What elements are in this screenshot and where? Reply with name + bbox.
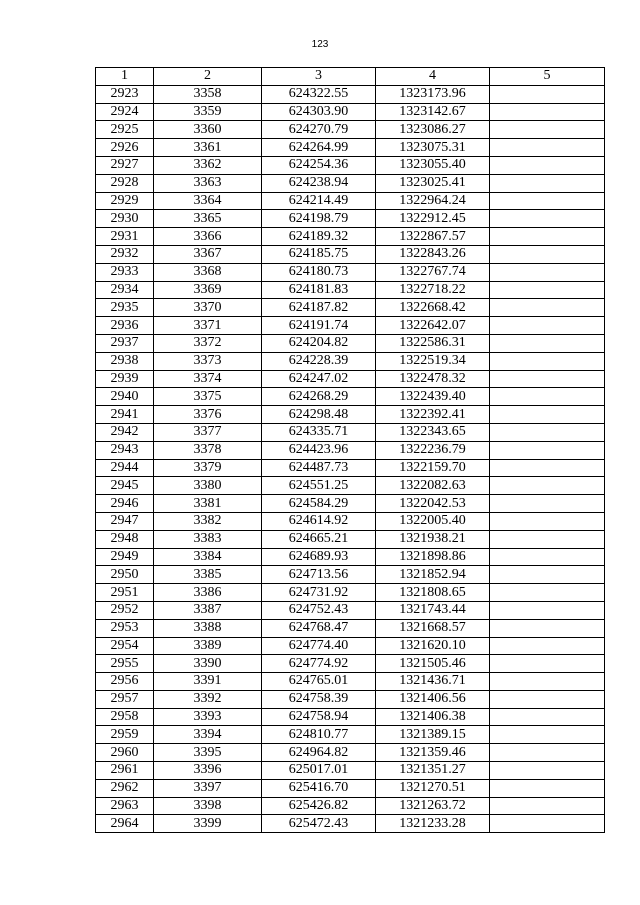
column-header-2: 2 bbox=[154, 68, 262, 86]
table-cell-col-2: 3385 bbox=[154, 566, 262, 584]
table-cell-col-5 bbox=[490, 655, 605, 673]
coordinates-table bbox=[95, 67, 605, 833]
table-cell-col-1: 2954 bbox=[96, 637, 154, 655]
table-cell-col-3: 624335.71 bbox=[262, 423, 376, 441]
table-cell-col-3: 624765.01 bbox=[262, 673, 376, 691]
table-cell-col-2: 3397 bbox=[154, 779, 262, 797]
table-cell-col-3: 624551.25 bbox=[262, 477, 376, 495]
table-cell-col-3: 624752.43 bbox=[262, 601, 376, 619]
table-cell-col-1: 2941 bbox=[96, 406, 154, 424]
column-header-4: 4 bbox=[376, 68, 490, 86]
table-row bbox=[96, 334, 605, 352]
table-cell-col-3: 624238.94 bbox=[262, 174, 376, 192]
table-cell-col-1: 2959 bbox=[96, 726, 154, 744]
table-cell-col-5 bbox=[490, 370, 605, 388]
table-cell-col-2: 3363 bbox=[154, 174, 262, 192]
table-cell-col-4: 1322767.74 bbox=[376, 263, 490, 281]
table-cell-col-5 bbox=[490, 637, 605, 655]
table-cell-col-2: 3387 bbox=[154, 601, 262, 619]
table-cell-col-2: 3359 bbox=[154, 103, 262, 121]
table-header-row bbox=[96, 68, 605, 86]
table-cell-col-2: 3372 bbox=[154, 334, 262, 352]
table-row bbox=[96, 352, 605, 370]
table-cell-col-2: 3383 bbox=[154, 530, 262, 548]
table-cell-col-4: 1322586.31 bbox=[376, 334, 490, 352]
table-cell-col-1: 2947 bbox=[96, 512, 154, 530]
table-cell-col-5 bbox=[490, 584, 605, 602]
table-cell-col-1: 2933 bbox=[96, 263, 154, 281]
table-cell-col-1: 2938 bbox=[96, 352, 154, 370]
table-cell-col-1: 2927 bbox=[96, 156, 154, 174]
table-cell-col-4: 1321852.94 bbox=[376, 566, 490, 584]
table-cell-col-1: 2956 bbox=[96, 673, 154, 691]
table-cell-col-5 bbox=[490, 423, 605, 441]
table-row bbox=[96, 263, 605, 281]
table-cell-col-2: 3378 bbox=[154, 441, 262, 459]
table-cell-col-1: 2952 bbox=[96, 601, 154, 619]
table-cell-col-3: 625416.70 bbox=[262, 779, 376, 797]
table-cell-col-4: 1323055.40 bbox=[376, 156, 490, 174]
table-cell-col-2: 3360 bbox=[154, 121, 262, 139]
table-row bbox=[96, 530, 605, 548]
table-cell-col-3: 624768.47 bbox=[262, 619, 376, 637]
table-cell-col-2: 3358 bbox=[154, 85, 262, 103]
table-cell-col-5 bbox=[490, 263, 605, 281]
table-cell-col-1: 2925 bbox=[96, 121, 154, 139]
table-cell-col-4: 1323025.41 bbox=[376, 174, 490, 192]
table-cell-col-4: 1321808.65 bbox=[376, 584, 490, 602]
table-cell-col-4: 1322042.53 bbox=[376, 495, 490, 513]
table-cell-col-1: 2960 bbox=[96, 744, 154, 762]
table-cell-col-1: 2934 bbox=[96, 281, 154, 299]
table-row bbox=[96, 797, 605, 815]
table-cell-col-4: 1321898.86 bbox=[376, 548, 490, 566]
table-row bbox=[96, 459, 605, 477]
table-row bbox=[96, 619, 605, 637]
column-header-5: 5 bbox=[490, 68, 605, 86]
table-cell-col-1: 2951 bbox=[96, 584, 154, 602]
table-cell-col-1: 2926 bbox=[96, 139, 154, 157]
table-row bbox=[96, 726, 605, 744]
table-cell-col-5 bbox=[490, 708, 605, 726]
table-cell-col-3: 624614.92 bbox=[262, 512, 376, 530]
table-cell-col-4: 1322082.63 bbox=[376, 477, 490, 495]
table-cell-col-2: 3375 bbox=[154, 388, 262, 406]
table-cell-col-3: 624713.56 bbox=[262, 566, 376, 584]
table-cell-col-1: 2940 bbox=[96, 388, 154, 406]
table-cell-col-3: 624247.02 bbox=[262, 370, 376, 388]
table-cell-col-2: 3366 bbox=[154, 228, 262, 246]
table-cell-col-4: 1322843.26 bbox=[376, 245, 490, 263]
table-cell-col-5 bbox=[490, 103, 605, 121]
table-cell-col-2: 3365 bbox=[154, 210, 262, 228]
table-cell-col-1: 2950 bbox=[96, 566, 154, 584]
table-cell-col-4: 1322343.65 bbox=[376, 423, 490, 441]
table-row bbox=[96, 512, 605, 530]
table-cell-col-5 bbox=[490, 441, 605, 459]
table-cell-col-4: 1321263.72 bbox=[376, 797, 490, 815]
table-cell-col-5 bbox=[490, 85, 605, 103]
table-cell-col-4: 1322642.07 bbox=[376, 317, 490, 335]
table-cell-col-1: 2955 bbox=[96, 655, 154, 673]
table-cell-col-1: 2945 bbox=[96, 477, 154, 495]
table-row bbox=[96, 103, 605, 121]
table-cell-col-4: 1321270.51 bbox=[376, 779, 490, 797]
table-cell-col-3: 624264.99 bbox=[262, 139, 376, 157]
table-cell-col-5 bbox=[490, 797, 605, 815]
table-cell-col-5 bbox=[490, 619, 605, 637]
table-row bbox=[96, 637, 605, 655]
table-cell-col-3: 624810.77 bbox=[262, 726, 376, 744]
table-cell-col-1: 2929 bbox=[96, 192, 154, 210]
table-cell-col-5 bbox=[490, 566, 605, 584]
table-cell-col-1: 2936 bbox=[96, 317, 154, 335]
table-cell-col-4: 1321436.71 bbox=[376, 673, 490, 691]
table-row bbox=[96, 370, 605, 388]
table-cell-col-4: 1322519.34 bbox=[376, 352, 490, 370]
table-row bbox=[96, 548, 605, 566]
table-row bbox=[96, 423, 605, 441]
table-row bbox=[96, 121, 605, 139]
table-cell-col-5 bbox=[490, 762, 605, 780]
table-cell-col-2: 3394 bbox=[154, 726, 262, 744]
table-cell-col-4: 1321389.15 bbox=[376, 726, 490, 744]
table-cell-col-2: 3384 bbox=[154, 548, 262, 566]
column-header-3: 3 bbox=[262, 68, 376, 86]
table-cell-col-2: 3380 bbox=[154, 477, 262, 495]
table-cell-col-1: 2939 bbox=[96, 370, 154, 388]
table-cell-col-3: 624228.39 bbox=[262, 352, 376, 370]
table-cell-col-1: 2964 bbox=[96, 815, 154, 833]
table-cell-col-5 bbox=[490, 334, 605, 352]
table-row bbox=[96, 673, 605, 691]
table-cell-col-4: 1322912.45 bbox=[376, 210, 490, 228]
table-cell-col-4: 1321620.10 bbox=[376, 637, 490, 655]
table-cell-col-1: 2928 bbox=[96, 174, 154, 192]
table-body bbox=[96, 85, 605, 832]
table-cell-col-4: 1321359.46 bbox=[376, 744, 490, 762]
table-cell-col-5 bbox=[490, 121, 605, 139]
table-row bbox=[96, 139, 605, 157]
table-cell-col-4: 1322867.57 bbox=[376, 228, 490, 246]
table-cell-col-4: 1323142.67 bbox=[376, 103, 490, 121]
table-cell-col-5 bbox=[490, 210, 605, 228]
table-cell-col-2: 3379 bbox=[154, 459, 262, 477]
table-cell-col-4: 1322964.24 bbox=[376, 192, 490, 210]
table-cell-col-2: 3374 bbox=[154, 370, 262, 388]
table-row bbox=[96, 299, 605, 317]
table-cell-col-1: 2953 bbox=[96, 619, 154, 637]
table-cell-col-3: 624204.82 bbox=[262, 334, 376, 352]
table-row bbox=[96, 708, 605, 726]
table-cell-col-4: 1321505.46 bbox=[376, 655, 490, 673]
table-cell-col-4: 1322439.40 bbox=[376, 388, 490, 406]
table-row bbox=[96, 317, 605, 335]
table-row bbox=[96, 762, 605, 780]
table-cell-col-5 bbox=[490, 744, 605, 762]
table-row bbox=[96, 228, 605, 246]
table-cell-col-2: 3362 bbox=[154, 156, 262, 174]
table-cell-col-2: 3396 bbox=[154, 762, 262, 780]
table-cell-col-1: 2958 bbox=[96, 708, 154, 726]
table-cell-col-5 bbox=[490, 459, 605, 477]
table-cell-col-4: 1321351.27 bbox=[376, 762, 490, 780]
table-cell-col-1: 2932 bbox=[96, 245, 154, 263]
table-cell-col-1: 2963 bbox=[96, 797, 154, 815]
table-cell-col-3: 624423.96 bbox=[262, 441, 376, 459]
table-cell-col-1: 2948 bbox=[96, 530, 154, 548]
table-cell-col-1: 2942 bbox=[96, 423, 154, 441]
table-cell-col-3: 624731.92 bbox=[262, 584, 376, 602]
table-row bbox=[96, 601, 605, 619]
table-cell-col-2: 3370 bbox=[154, 299, 262, 317]
table-cell-col-3: 625472.43 bbox=[262, 815, 376, 833]
table-cell-col-3: 624268.29 bbox=[262, 388, 376, 406]
table-cell-col-2: 3390 bbox=[154, 655, 262, 673]
table-cell-col-5 bbox=[490, 245, 605, 263]
table-cell-col-3: 624191.74 bbox=[262, 317, 376, 335]
table-cell-col-5 bbox=[490, 156, 605, 174]
table-cell-col-1: 2923 bbox=[96, 85, 154, 103]
table-cell-col-2: 3376 bbox=[154, 406, 262, 424]
table-cell-col-2: 3381 bbox=[154, 495, 262, 513]
table-cell-col-5 bbox=[490, 815, 605, 833]
table-cell-col-1: 2935 bbox=[96, 299, 154, 317]
table-cell-col-4: 1323173.96 bbox=[376, 85, 490, 103]
table-cell-col-4: 1322718.22 bbox=[376, 281, 490, 299]
table-cell-col-4: 1322159.70 bbox=[376, 459, 490, 477]
table-cell-col-4: 1322392.41 bbox=[376, 406, 490, 424]
table-cell-col-2: 3388 bbox=[154, 619, 262, 637]
table-cell-col-2: 3386 bbox=[154, 584, 262, 602]
column-header-1: 1 bbox=[96, 68, 154, 86]
table-cell-col-1: 2957 bbox=[96, 690, 154, 708]
table-row bbox=[96, 690, 605, 708]
table-cell-col-5 bbox=[490, 228, 605, 246]
table-cell-col-3: 624198.79 bbox=[262, 210, 376, 228]
table-cell-col-2: 3367 bbox=[154, 245, 262, 263]
table-cell-col-1: 2937 bbox=[96, 334, 154, 352]
table-cell-col-5 bbox=[490, 548, 605, 566]
table-cell-col-3: 624254.36 bbox=[262, 156, 376, 174]
table-cell-col-2: 3398 bbox=[154, 797, 262, 815]
table-cell-col-2: 3382 bbox=[154, 512, 262, 530]
table-cell-col-3: 624187.82 bbox=[262, 299, 376, 317]
table-row bbox=[96, 85, 605, 103]
table-cell-col-2: 3377 bbox=[154, 423, 262, 441]
table-row bbox=[96, 495, 605, 513]
table-cell-col-5 bbox=[490, 352, 605, 370]
table-cell-col-5 bbox=[490, 281, 605, 299]
table-row bbox=[96, 281, 605, 299]
table-row bbox=[96, 655, 605, 673]
table-cell-col-5 bbox=[490, 530, 605, 548]
table-cell-col-5 bbox=[490, 495, 605, 513]
table-cell-col-4: 1322236.79 bbox=[376, 441, 490, 459]
table-cell-col-5 bbox=[490, 139, 605, 157]
table-cell-col-2: 3369 bbox=[154, 281, 262, 299]
table-cell-col-1: 2961 bbox=[96, 762, 154, 780]
table-cell-col-1: 2944 bbox=[96, 459, 154, 477]
table-cell-col-3: 624758.39 bbox=[262, 690, 376, 708]
table-row bbox=[96, 779, 605, 797]
table-cell-col-4: 1321938.21 bbox=[376, 530, 490, 548]
table-cell-col-2: 3361 bbox=[154, 139, 262, 157]
table-cell-col-5 bbox=[490, 317, 605, 335]
table-cell-col-3: 624270.79 bbox=[262, 121, 376, 139]
table-cell-col-1: 2946 bbox=[96, 495, 154, 513]
table-cell-col-5 bbox=[490, 477, 605, 495]
table-cell-col-4: 1321233.28 bbox=[376, 815, 490, 833]
table-cell-col-5 bbox=[490, 174, 605, 192]
table-cell-col-3: 624322.55 bbox=[262, 85, 376, 103]
table-cell-col-4: 1321743.44 bbox=[376, 601, 490, 619]
table-cell-col-5 bbox=[490, 690, 605, 708]
table-cell-col-5 bbox=[490, 299, 605, 317]
table-row bbox=[96, 584, 605, 602]
table-cell-col-3: 624487.73 bbox=[262, 459, 376, 477]
table-cell-col-3: 624584.29 bbox=[262, 495, 376, 513]
table-cell-col-4: 1321406.56 bbox=[376, 690, 490, 708]
table-cell-col-4: 1322668.42 bbox=[376, 299, 490, 317]
table-cell-col-1: 2931 bbox=[96, 228, 154, 246]
table-cell-col-3: 624774.92 bbox=[262, 655, 376, 673]
table-cell-col-4: 1321668.57 bbox=[376, 619, 490, 637]
table-cell-col-3: 624303.90 bbox=[262, 103, 376, 121]
table-cell-col-2: 3392 bbox=[154, 690, 262, 708]
table-cell-col-4: 1323075.31 bbox=[376, 139, 490, 157]
table-row bbox=[96, 388, 605, 406]
table-cell-col-3: 624180.73 bbox=[262, 263, 376, 281]
table-row bbox=[96, 406, 605, 424]
table-cell-col-2: 3399 bbox=[154, 815, 262, 833]
table-cell-col-3: 624189.32 bbox=[262, 228, 376, 246]
table-cell-col-2: 3393 bbox=[154, 708, 262, 726]
table-cell-col-1: 2924 bbox=[96, 103, 154, 121]
table-cell-col-3: 625426.82 bbox=[262, 797, 376, 815]
table-row bbox=[96, 477, 605, 495]
table-cell-col-1: 2943 bbox=[96, 441, 154, 459]
table-cell-col-5 bbox=[490, 512, 605, 530]
table-row bbox=[96, 744, 605, 762]
table-row bbox=[96, 174, 605, 192]
table-row bbox=[96, 156, 605, 174]
table-cell-col-3: 624181.83 bbox=[262, 281, 376, 299]
table-cell-col-3: 624758.94 bbox=[262, 708, 376, 726]
table-cell-col-5 bbox=[490, 601, 605, 619]
table-cell-col-5 bbox=[490, 726, 605, 744]
table-cell-col-3: 625017.01 bbox=[262, 762, 376, 780]
table-cell-col-3: 624964.82 bbox=[262, 744, 376, 762]
page-number: 123 bbox=[311, 39, 329, 50]
table-cell-col-4: 1321406.38 bbox=[376, 708, 490, 726]
table-cell-col-4: 1322005.40 bbox=[376, 512, 490, 530]
table-row bbox=[96, 441, 605, 459]
table-cell-col-2: 3391 bbox=[154, 673, 262, 691]
table-cell-col-4: 1322478.32 bbox=[376, 370, 490, 388]
table-cell-col-1: 2962 bbox=[96, 779, 154, 797]
table-cell-col-5 bbox=[490, 192, 605, 210]
table-cell-col-2: 3364 bbox=[154, 192, 262, 210]
table-cell-col-2: 3373 bbox=[154, 352, 262, 370]
table-cell-col-5 bbox=[490, 673, 605, 691]
table-cell-col-3: 624185.75 bbox=[262, 245, 376, 263]
table-row bbox=[96, 566, 605, 584]
table-cell-col-2: 3389 bbox=[154, 637, 262, 655]
table-row bbox=[96, 815, 605, 833]
table-row bbox=[96, 245, 605, 263]
table-row bbox=[96, 192, 605, 210]
table-cell-col-3: 624774.40 bbox=[262, 637, 376, 655]
table-cell-col-3: 624689.93 bbox=[262, 548, 376, 566]
table-cell-col-2: 3395 bbox=[154, 744, 262, 762]
table-row bbox=[96, 210, 605, 228]
table-cell-col-3: 624665.21 bbox=[262, 530, 376, 548]
table-cell-col-3: 624298.48 bbox=[262, 406, 376, 424]
table-cell-col-2: 3368 bbox=[154, 263, 262, 281]
table-cell-col-4: 1323086.27 bbox=[376, 121, 490, 139]
table-cell-col-3: 624214.49 bbox=[262, 192, 376, 210]
table-cell-col-5 bbox=[490, 388, 605, 406]
table-cell-col-5 bbox=[490, 406, 605, 424]
table-cell-col-5 bbox=[490, 779, 605, 797]
table-cell-col-1: 2949 bbox=[96, 548, 154, 566]
table-cell-col-2: 3371 bbox=[154, 317, 262, 335]
table-cell-col-1: 2930 bbox=[96, 210, 154, 228]
